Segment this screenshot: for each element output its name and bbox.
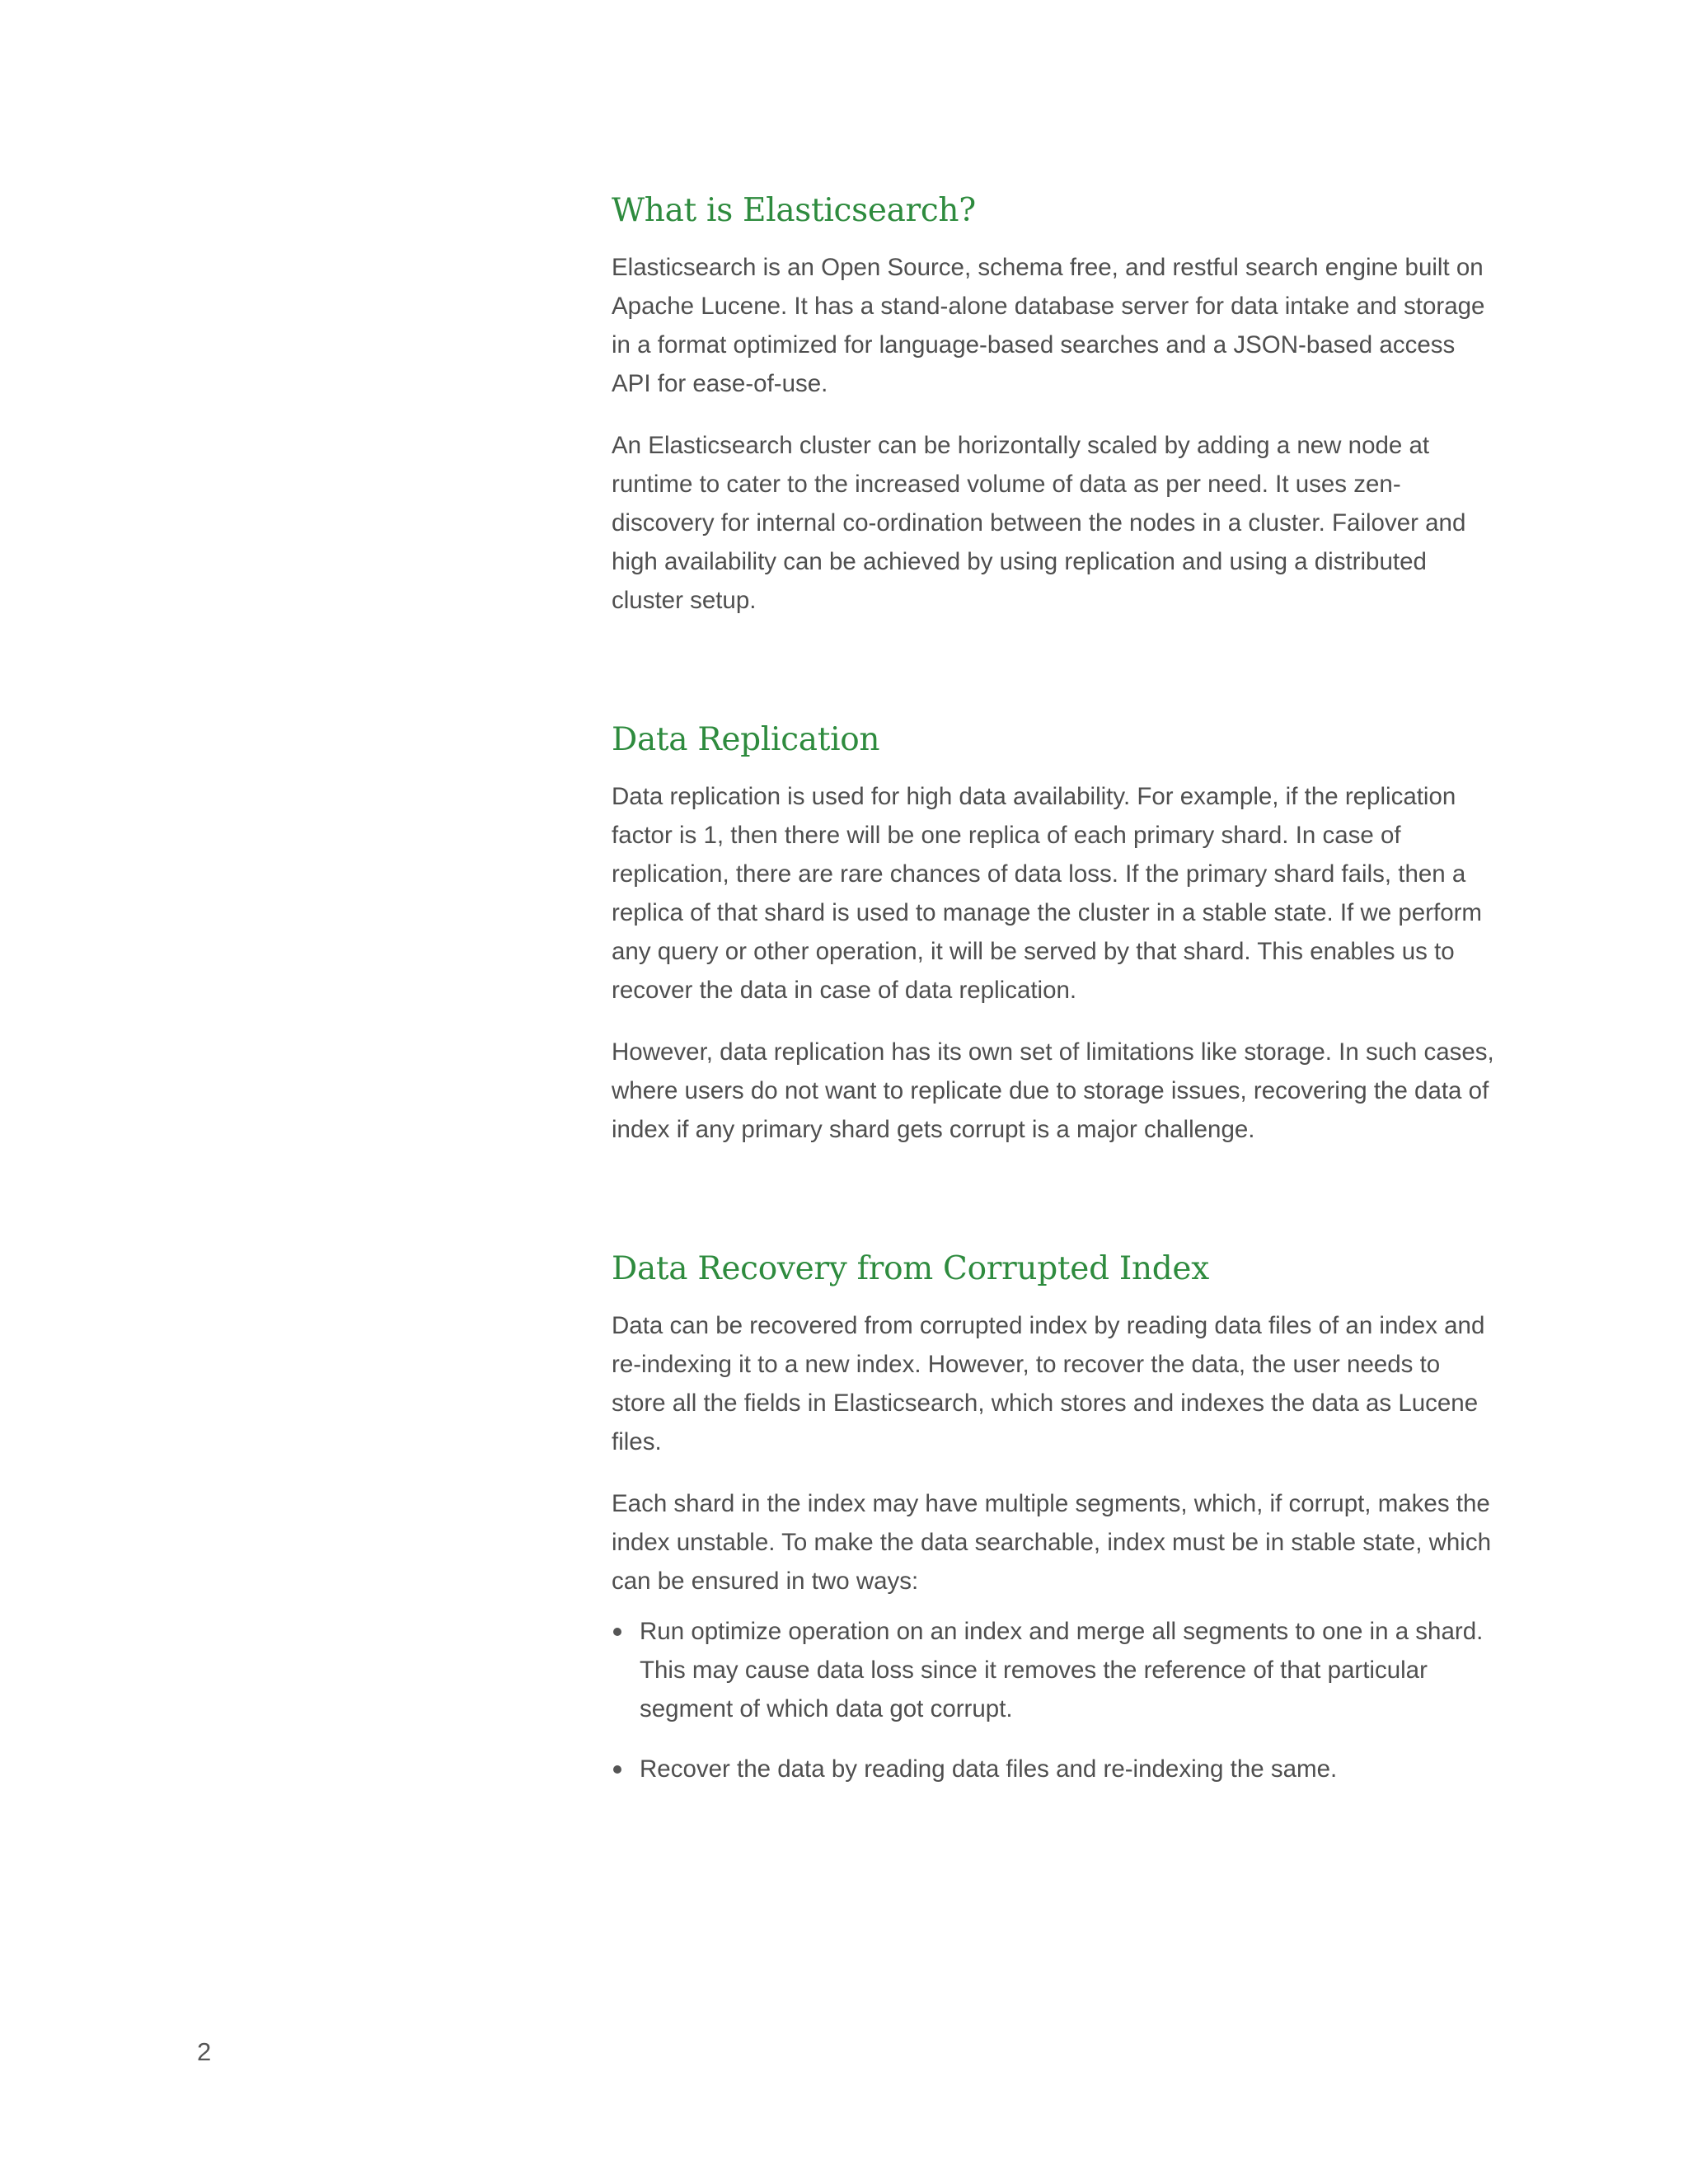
page-content <box>612 188 1498 1788</box>
page-number: 2 <box>197 2037 212 2066</box>
section-what-is-elasticsearch <box>612 188 1498 620</box>
section-data-replication <box>612 717 1498 1149</box>
section-data-recovery <box>612 1246 1498 1788</box>
paragraph: However, data replication has its own set of limitations like storage. In such cases, where users do not want to replicate due to storage issues, recovering the data of index if any primary shard gets corrupt is a major challenge. <box>612 1038 1494 1143</box>
section-heading: Data Replication <box>612 721 880 758</box>
paragraph: An Elasticsearch cluster can be horizontally scaled by adding a new node at runtime to cater to the increased volume of data as per need. It uses zen-discovery for internal co-ordination between the nodes in a cluster. Failover and high availability can be achieved by using replication and using a distributed cluster setup. <box>612 432 1466 614</box>
list-item-text: Recover the data by reading data files and re-indexing the same. <box>640 1755 1338 1783</box>
paragraph: Each shard in the index may have multiple segments, which, if corrupt, makes the index unstable. To make the data searchable, index must be in stable state, which can be ensured in two ways: <box>612 1490 1492 1595</box>
paragraph: Data can be recovered from corrupted index by reading data files of an index and re-indexing it to a new index. However, to recover the data, the user needs to store all the fields in Elasticsearch, which stores and indexes the data as Lucene files. <box>612 1312 1485 1455</box>
list-item-text: Run optimize operation on an index and merge all segments to one in a shard. This may cause data loss since it removes the reference of that particular segment of which data got corrupt. <box>640 1618 1484 1722</box>
paragraph: Data replication is used for high data availability. For example, if the replication factor is 1, then there will be one replica of each primary shard. In case of replication, there are rare chances of data loss. If the primary shard fails, then a replica of that shard is used to manage the cluster in a stable state. If we perform any query or other operation, it will be served by that shard. This enables us to recover the data in case of data replication. <box>612 783 1482 1004</box>
paragraph: Elasticsearch is an Open Source, schema free, and restful search engine built on Apache Lucene. It has a stand-alone database server for data intake and storage in a format optimized for language-based searches and a JSON-based access API for ease-of-use. <box>612 254 1485 397</box>
section-heading: What is Elasticsearch? <box>612 192 976 229</box>
bullet-list <box>612 1612 1498 1788</box>
bullet-icon <box>613 1628 621 1636</box>
list-item <box>612 1750 1498 1788</box>
bullet-icon <box>613 1765 621 1774</box>
section-heading: Data Recovery from Corrupted Index <box>612 1250 1209 1287</box>
list-item <box>612 1612 1498 1728</box>
